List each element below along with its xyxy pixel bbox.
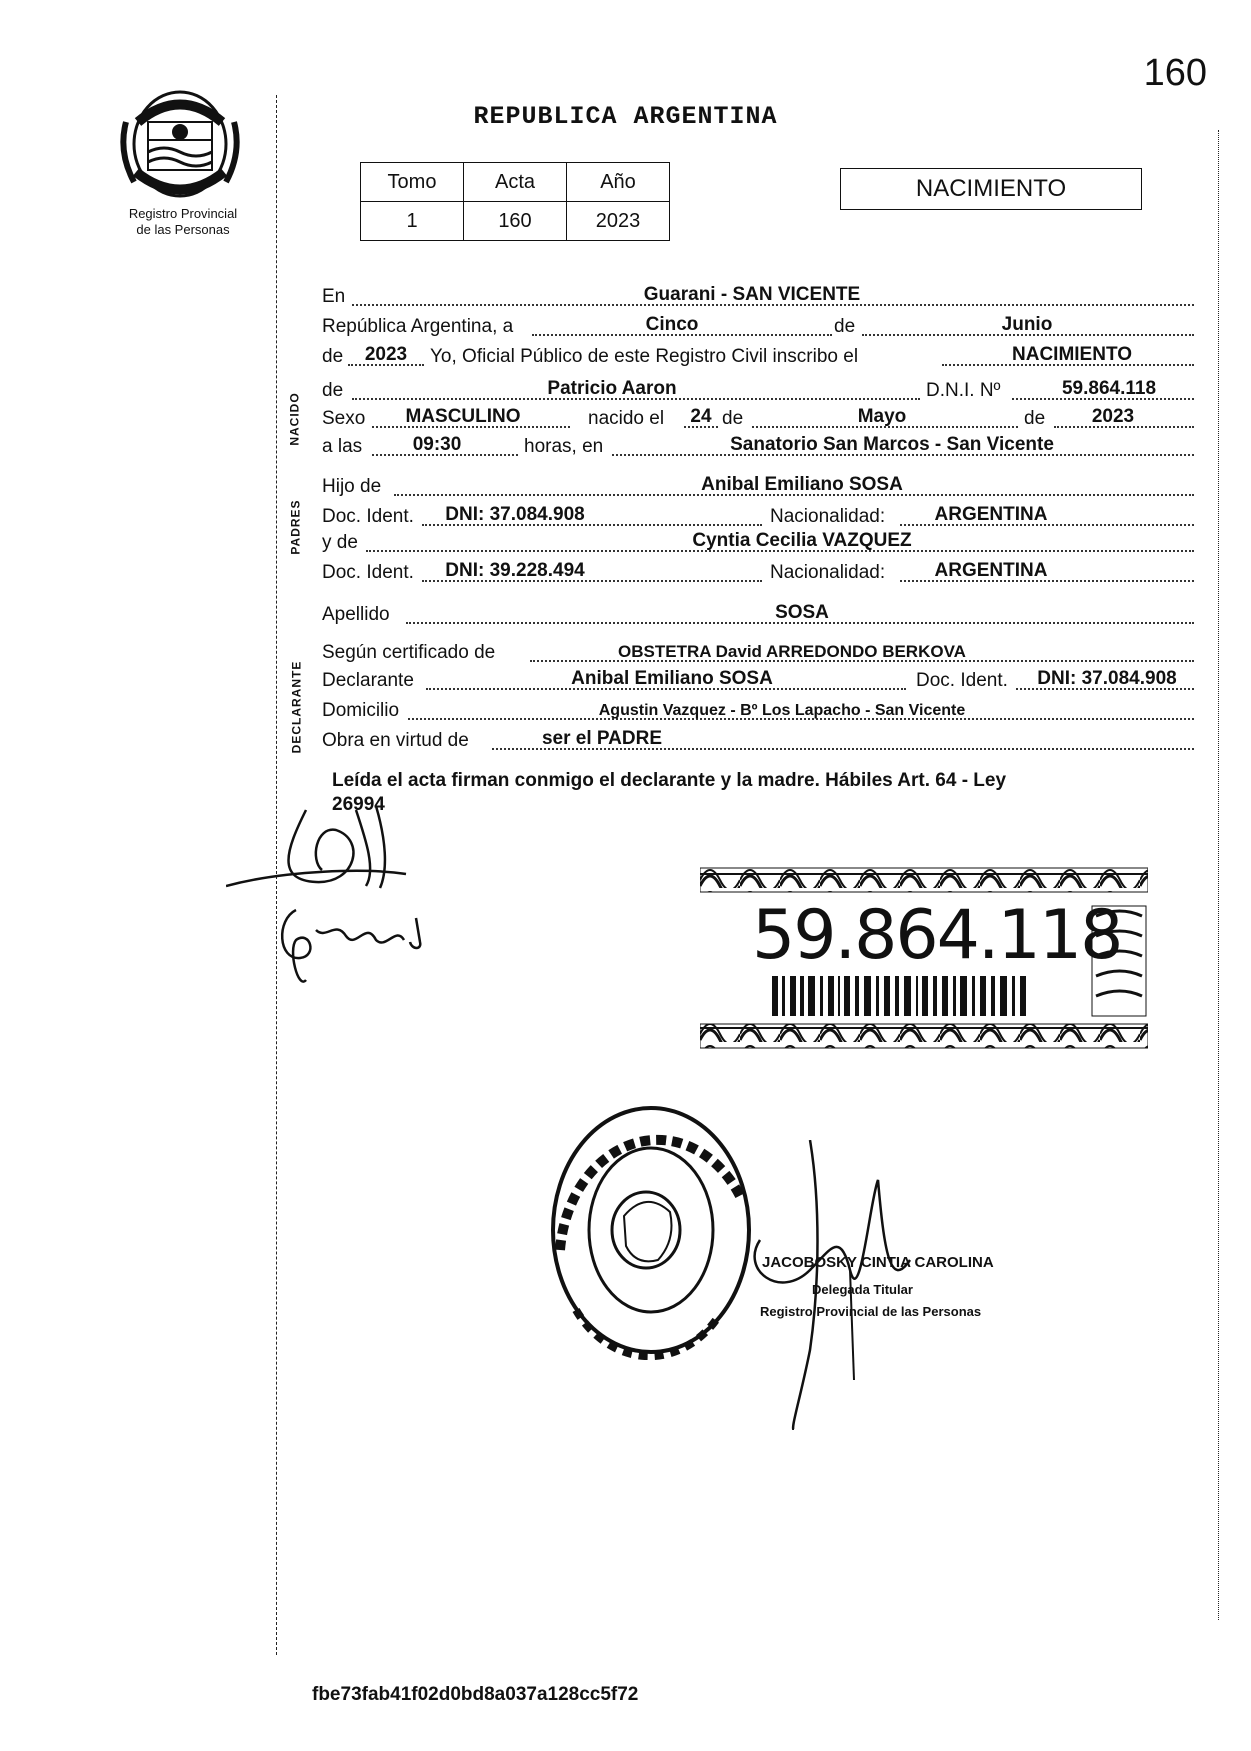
- registry-value-tomo: 1: [361, 202, 464, 241]
- certificado-value: OBSTETRA David ARREDONDO BERKOVA: [618, 642, 966, 661]
- parents-signatures: [226, 790, 456, 1000]
- sexo-label: Sexo: [322, 408, 366, 429]
- de2-label: de: [322, 346, 344, 367]
- en-value: Guarani - SAN VICENTE: [643, 284, 861, 305]
- document-hash: fbe73fab41f02d0bd8a037a128cc5f72: [312, 1684, 639, 1705]
- record-type-box: NACIMIENTO: [840, 168, 1142, 210]
- closing-statement-law: 26994: [332, 794, 385, 815]
- registry-header-anio: Año: [567, 163, 670, 202]
- declarante-value: Anibal Emiliano SOSA: [571, 668, 773, 689]
- domicilio-label: Domicilio: [322, 700, 400, 721]
- month-value: Junio: [1001, 314, 1053, 335]
- hijo-de-label: Hijo de: [322, 476, 382, 497]
- padre-value: Anibal Emiliano SOSA: [701, 474, 903, 495]
- nac-month-value: Mayo: [857, 406, 907, 427]
- form-row-padre: [322, 470, 1194, 498]
- registry-table: [360, 162, 670, 241]
- nac-day-value: 24: [690, 406, 712, 427]
- province-crest-logo: [118, 82, 242, 202]
- de4-label: de: [722, 408, 744, 429]
- registry-value-anio: 2023: [567, 202, 670, 241]
- declarante-label: Declarante: [322, 670, 414, 691]
- dni-value: 59.864.118: [1061, 378, 1157, 399]
- form-row-hora: [322, 430, 1194, 458]
- issuer-caption-line2: de las Personas: [136, 222, 230, 237]
- form-row-en: [322, 280, 1194, 308]
- nacionalidad-label-2: Nacionalidad:: [770, 562, 886, 583]
- doc-ident-label: Doc. Ident.: [322, 506, 414, 527]
- form-row-inscripcion: [322, 340, 1194, 368]
- form-row-madre: [322, 526, 1194, 554]
- form-row-certificado: [322, 636, 1194, 664]
- official-name: JACOBOSKY CINTIA CAROLINA: [762, 1254, 994, 1271]
- section-label-nacido: NACIDO: [287, 392, 302, 446]
- registry-header-acta: Acta: [464, 163, 567, 202]
- horas-en-label: horas, en: [524, 436, 604, 457]
- right-margin-line: [1218, 130, 1219, 1620]
- y-de-label: y de: [322, 532, 358, 553]
- issuer-caption: [108, 206, 258, 238]
- doc-ident-label-2: Doc. Ident.: [322, 562, 414, 583]
- form-row-padre-doc: [322, 500, 1194, 528]
- form-row-domicilio: [322, 694, 1194, 722]
- apellido-value: SOSA: [775, 602, 829, 623]
- oficial-text: Yo, Oficial Público de este Registro Civil inscribo el: [430, 346, 859, 367]
- madre-value: Cyntia Cecilia VAZQUEZ: [692, 530, 912, 551]
- issuer-caption-line1: Registro Provincial: [128, 206, 238, 221]
- domicilio-value: Agustin Vazquez - Bº Los Lapacho - San Vicente: [598, 702, 966, 719]
- form-row-apellido: [322, 598, 1194, 626]
- doc-ident-label-3: Doc. Ident.: [916, 670, 1008, 691]
- padre-doc-value: DNI: 37.084.908: [445, 504, 585, 525]
- registry-header-tomo: Tomo: [361, 163, 464, 202]
- stamp-number: 59.864.118: [752, 896, 1122, 975]
- de5-label: de: [1024, 408, 1046, 429]
- document-title: REPUBLICA ARGENTINA: [473, 102, 778, 131]
- form-row-nombre: [322, 374, 1194, 402]
- registry-value-acta: 160: [464, 202, 567, 241]
- form-row-obra: [322, 724, 1194, 752]
- closing-statement: Leída el acta firman conmigo el declarante y la madre. Hábiles Art. 64 - Ley: [332, 770, 1007, 791]
- obra-value: ser el PADRE: [541, 728, 663, 749]
- form-row-declarante: [322, 664, 1194, 692]
- official-office: Registro Provincial de las Personas: [760, 1304, 982, 1319]
- form-row-sexo: [322, 402, 1194, 430]
- nombre-value: Patricio Aaron: [547, 378, 677, 399]
- declarante-doc-value: DNI: 37.084.908: [1037, 668, 1177, 689]
- page-number: 160: [1143, 52, 1207, 94]
- madre-nac-value: ARGENTINA: [934, 560, 1048, 581]
- sexo-value: MASCULINO: [405, 406, 521, 427]
- de3-label: de: [322, 380, 344, 401]
- day-value: Cinco: [645, 314, 699, 335]
- section-label-declarante: DECLARANTE: [289, 660, 304, 754]
- segun-label: Según certificado de: [322, 642, 496, 663]
- republica-label: República Argentina, a: [322, 316, 514, 337]
- de1-label: de: [834, 316, 856, 337]
- section-label-padres: PADRES: [288, 499, 303, 555]
- form-row-madre-doc: [322, 556, 1194, 584]
- madre-doc-value: DNI: 39.228.494: [445, 560, 585, 581]
- inscribo-value: NACIMIENTO: [1012, 344, 1132, 365]
- official-role: Delegada Titular: [812, 1282, 913, 1297]
- form-row-fecha: [322, 310, 1194, 338]
- official-seal: [546, 1100, 756, 1360]
- a-las-label: a las: [322, 436, 363, 457]
- obra-label: Obra en virtud de: [322, 730, 469, 751]
- nac-year-value: 2023: [1091, 406, 1135, 427]
- nacionalidad-label: Nacionalidad:: [770, 506, 886, 527]
- hora-value: 09:30: [412, 434, 462, 455]
- nacido-el-label: nacido el: [588, 408, 665, 429]
- en-label: En: [322, 286, 346, 307]
- padre-nac-value: ARGENTINA: [934, 504, 1048, 525]
- year-value: 2023: [364, 344, 408, 365]
- dni-label: D.N.I. Nº: [926, 380, 1001, 401]
- apellido-label: Apellido: [322, 604, 390, 625]
- lugar-value: Sanatorio San Marcos - San Vicente: [730, 434, 1054, 455]
